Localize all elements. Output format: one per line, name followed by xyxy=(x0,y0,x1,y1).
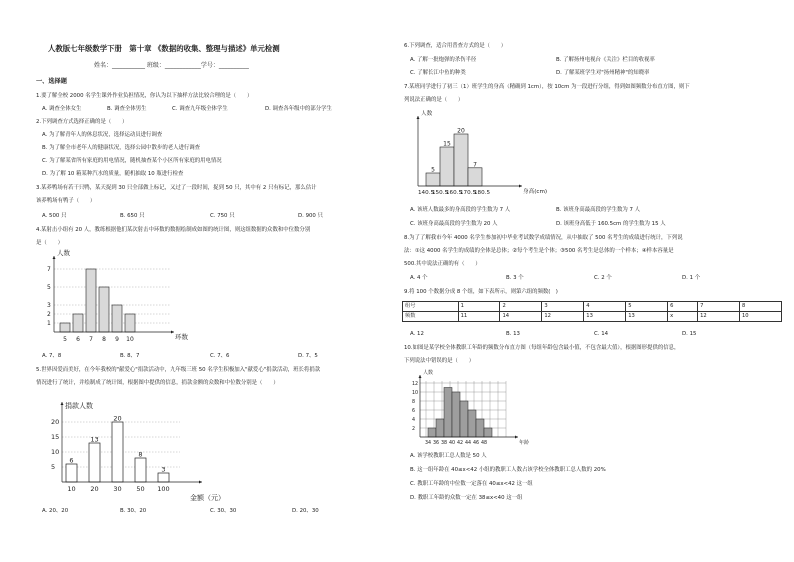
table-cell: 频数 xyxy=(403,312,459,322)
y-tick-label: 2 xyxy=(412,426,416,432)
y-tick-label: 2 xyxy=(47,311,51,318)
y-axis-label: 人数 xyxy=(57,249,70,257)
q4-option-c: C. 7、6 xyxy=(210,353,230,359)
q3-option-c: C. 750 只 xyxy=(210,213,235,219)
q1-option-c: C. 调查九年级全体学生 xyxy=(172,106,228,112)
x-tick-label: 44 xyxy=(464,441,472,446)
bar xyxy=(460,401,468,437)
y-axis-arrow xyxy=(53,256,56,259)
q2-option-d: D. 为了解 10 箱某种汽水的质量，随机抽取 10 瓶进行检查 xyxy=(42,171,184,177)
x-tick-label: 36 xyxy=(432,441,440,446)
y-tick-label: 7 xyxy=(47,266,51,273)
q7-option-c: C. 该班身高最高段的学生数为 20 人 xyxy=(410,221,498,227)
y-tick-label: 15 xyxy=(51,433,60,441)
q9-frequency-table xyxy=(402,301,782,322)
data-label: 8 xyxy=(138,450,143,459)
y-tick-label: 5 xyxy=(51,463,56,471)
x-tick-label: 38 xyxy=(440,441,448,446)
y-tick-label: 12 xyxy=(412,381,419,387)
table-cell: 12 xyxy=(542,312,584,322)
x-tick-label: 50 xyxy=(136,485,145,493)
x-tick-label: 100 xyxy=(157,485,170,493)
x-tick-label: 10 xyxy=(126,336,134,343)
q3-option-a: A. 500 只 xyxy=(42,213,67,219)
bar xyxy=(66,464,77,482)
q2-option-c: C. 为了解某省所有家庭的用电情况，随机抽查某个小区所有家庭的用电情况 xyxy=(42,158,222,164)
table-cell: 3 xyxy=(542,302,584,312)
q8-stem: 8.为了了解我市今年 4000 名学生参加初中毕业考试数学成绩情况，从中抽取了 500 名考生的成绩进行统计，下列说 xyxy=(404,235,683,241)
y-axis-label: 人数 xyxy=(423,370,434,376)
q6-option-d: D. 了解某班学生对"扬州精神"的知晓率 xyxy=(556,70,650,76)
x-tick-label: 140.5 xyxy=(417,190,435,196)
y-tick-label: 6 xyxy=(412,408,416,414)
x-tick-label: 20 xyxy=(90,485,99,493)
y-tick-label: 1 xyxy=(47,320,51,327)
q4-stem: 4.某射击小组有 20 人，教练根据他们某次射击中环数的数据绘制成如图的统计图，则这组数据的众数和中位数分别 xyxy=(36,227,311,233)
bar xyxy=(112,422,123,482)
x-tick-label: 5 xyxy=(63,336,67,343)
x-tick-label: 34 xyxy=(424,441,432,446)
x-tick-label: 48 xyxy=(480,441,488,446)
q4-option-d: D. 7、5 xyxy=(298,353,318,359)
data-label: 3 xyxy=(161,465,166,474)
q3-option-b: B. 650 只 xyxy=(120,213,145,219)
q10-stem: 10.如图是某学校全体教职工年龄的频数分布直方图（每组年龄包含最小值，不包含最大值），根据图形提供的信息， xyxy=(404,345,680,351)
q2-option-b: B. 为了解全市老年人的健康状况，选择公园中散步的老人进行调查 xyxy=(42,145,201,151)
q4-option-b: B. 8、7 xyxy=(120,353,140,359)
x-axis-arrow xyxy=(171,331,174,334)
q10-option-a: A. 该学校教职工总人数是 50 人 xyxy=(410,453,487,459)
x-axis-label: 环数 xyxy=(175,333,188,341)
data-label: 20 xyxy=(457,127,465,135)
data-label: 13 xyxy=(90,435,99,444)
q7-option-d: D. 该班身高低于 160.5cm 的学生数为 15 人 xyxy=(556,221,666,227)
q3-stem-cont: 该养鸭场有鸭子（ ） xyxy=(36,198,96,204)
table-cell: x xyxy=(668,312,698,322)
q9-option-c: C. 14 xyxy=(594,331,609,337)
x-tick-label: 42 xyxy=(456,441,464,446)
q3-option-d: D. 900 只 xyxy=(298,213,323,219)
q5-option-d: D. 20、30 xyxy=(292,508,319,514)
data-label: 7 xyxy=(473,161,477,169)
student-info: 姓名：___________ 班级：____________学号：__________ xyxy=(94,62,249,69)
bar xyxy=(73,314,83,332)
table-cell: 13 xyxy=(584,312,626,322)
q3-stem: 3.某养鸭场有若干只鸭，某天捉到 30 只全部做上标记，又过了一段时间，捉到 50 只，其中有 2 只有标记，那么估计 xyxy=(36,185,317,191)
q9-option-b: B. 13 xyxy=(506,331,520,337)
y-axis-label: 捐款人数 xyxy=(65,402,93,410)
table-cell: 10 xyxy=(740,312,782,322)
bar xyxy=(476,419,484,437)
bar xyxy=(452,392,460,437)
bar xyxy=(99,287,109,332)
x-tick-label: 160.5 xyxy=(445,190,463,196)
q1-stem: 1.要了解全校 2000 名学生课外作业负担情况，你认为以下抽样方法比较合理的是（ ） xyxy=(36,93,253,99)
q5-option-a: A. 20、20 xyxy=(42,508,69,514)
bar xyxy=(468,410,476,437)
q6-stem: 6.下列调查，适合用普查方式的是（ ） xyxy=(404,43,507,49)
bar xyxy=(112,305,122,332)
y-tick-label: 8 xyxy=(412,399,416,405)
x-axis-label: 年龄 xyxy=(519,440,530,446)
y-tick-label: 10 xyxy=(51,448,60,456)
shooting-score-chart xyxy=(40,249,190,346)
table-cell: 13 xyxy=(626,312,668,322)
bar xyxy=(135,458,146,482)
q7-stem-cont: 列说法正确的是（ ） xyxy=(404,97,464,103)
q1-option-d: D. 调查各年级中的部分学生 xyxy=(265,106,332,112)
bar xyxy=(484,428,492,437)
bar xyxy=(86,269,96,332)
bar xyxy=(428,428,436,437)
table-cell: 4 xyxy=(584,302,626,312)
y-tick-label: 20 xyxy=(51,418,60,426)
y-tick-label: 5 xyxy=(47,284,51,291)
bar xyxy=(89,443,100,482)
bar xyxy=(444,388,452,438)
q1-option-b: B. 调查全体男生 xyxy=(107,106,147,112)
x-axis-arrow xyxy=(199,481,202,484)
y-axis-arrow xyxy=(417,116,420,119)
section-heading: 一、选择题 xyxy=(36,78,67,85)
table-cell: 11 xyxy=(458,312,500,322)
x-tick-label: 150.5 xyxy=(431,190,449,196)
table-row xyxy=(403,302,782,312)
height-histogram xyxy=(400,110,548,202)
x-tick-label: 7 xyxy=(89,336,93,343)
q10-option-c: C. 教职工年龄的中位数一定落在 40≤x<42 这一组 xyxy=(410,481,533,487)
q8-option-b: B. 3 个 xyxy=(506,275,524,281)
q7-option-a: A. 该班人数最多的身高段的学生数为 7 人 xyxy=(410,207,511,213)
bar xyxy=(125,314,135,332)
age-histogram xyxy=(402,369,534,451)
q2-stem: 2.下列调查方式选择正确的是（ ） xyxy=(36,119,128,125)
y-tick-label: 4 xyxy=(412,417,416,423)
x-axis-label: 金额（元） xyxy=(190,494,225,502)
q10-stem-cont: 下列说法中错误的是（ ） xyxy=(404,358,475,364)
y-tick-label: 3 xyxy=(47,302,51,309)
bar xyxy=(426,173,440,186)
data-label: 5 xyxy=(431,166,435,174)
q7-option-b: B. 该班身高最高段的学生数为 7 人 xyxy=(556,207,641,213)
q8-option-a: A. 4 个 xyxy=(410,275,428,281)
q10-option-b: B. 这一组年龄在 40≤x<42 小组的教职工人数占该学校全体教职工总人数的 20% xyxy=(410,467,606,473)
x-tick-label: 170.5 xyxy=(459,190,477,196)
table-cell: 2 xyxy=(500,302,542,312)
q5-option-c: C. 30、30 xyxy=(210,508,237,514)
q9-stem: 9.将 100 个数据分成 8 个组，如下表所示，则第六组的频数( ) xyxy=(404,289,558,295)
table-cell: 7 xyxy=(698,302,740,312)
q8-stem-cont2: 500.其中说法正确的有（ ） xyxy=(404,261,481,267)
y-axis-label: 人数 xyxy=(421,111,433,117)
q5-stem: 5.世界因爱而美好，在今年我校的"献爱心"捐款活动中，九年级三班 50 名学生积极加入"献爱心"捐款活动，班长将捐款 xyxy=(36,367,321,373)
y-tick-label: 10 xyxy=(412,390,419,396)
bar xyxy=(468,168,482,186)
bar xyxy=(158,473,169,482)
table-cell: 8 xyxy=(740,302,782,312)
q10-option-d: D. 教职工年龄的众数一定在 38≤x<40 这一组 xyxy=(410,495,523,501)
data-label: 20 xyxy=(113,414,122,423)
y-axis-arrow xyxy=(61,402,64,405)
table-cell: 组号 xyxy=(403,302,459,312)
table-cell: 5 xyxy=(626,302,668,312)
data-label: 6 xyxy=(69,456,74,465)
q2-option-a: A. 为了解青年人的休息状况，选择运动员进行调查 xyxy=(42,132,163,138)
x-tick-label: 46 xyxy=(472,441,480,446)
q4-option-a: A. 7、8 xyxy=(42,353,62,359)
page-title: 人教版七年级数学下册 第十章 《数据的收集、整理与描述》单元检测 xyxy=(48,44,280,53)
q8-option-d: D. 1 个 xyxy=(682,275,701,281)
q6-option-b: B. 了解扬州电视台《关注》栏目的收视率 xyxy=(556,57,655,63)
bar xyxy=(440,147,454,186)
table-cell: 12 xyxy=(698,312,740,322)
q5-option-b: B. 30、20 xyxy=(120,508,147,514)
q8-option-c: C. 2 个 xyxy=(594,275,612,281)
table-cell: 6 xyxy=(668,302,698,312)
x-axis-arrow xyxy=(519,185,522,188)
donation-chart xyxy=(36,396,236,504)
q9-option-d: D. 15 xyxy=(682,331,697,337)
x-tick-label: 30 xyxy=(113,485,122,493)
q1-option-a: A. 调查全体女生 xyxy=(42,106,82,112)
table-row xyxy=(403,312,782,322)
q7-stem: 7.某班同学进行了初三（1）班学生的身高（精确到 1cm），按 10cm 为一段进行分组，得到如图频数分布直方图，则下 xyxy=(404,84,690,90)
q9-option-a: A. 12 xyxy=(410,331,424,337)
q5-stem-cont: 情况进行了统计，并绘制成了统计图，根据图中提供的信息，捐款金额的众数和中位数分别是（ ） xyxy=(36,380,279,386)
bar xyxy=(60,323,70,332)
data-label: 15 xyxy=(443,140,451,148)
x-tick-label: 8 xyxy=(102,336,106,343)
q4-stem-cont: 是（ ） xyxy=(36,240,63,246)
y-axis-arrow xyxy=(419,375,422,378)
x-tick-label: 9 xyxy=(115,336,119,343)
q6-option-a: A. 了解一批炮弹的杀伤半径 xyxy=(410,57,477,63)
bar xyxy=(436,419,444,437)
x-tick-label: 40 xyxy=(448,441,456,446)
table-cell: 14 xyxy=(500,312,542,322)
bar xyxy=(454,134,468,186)
x-tick-label: 180.5 xyxy=(473,190,491,196)
x-tick-label: 10 xyxy=(67,485,76,493)
x-tick-label: 6 xyxy=(76,336,80,343)
q8-stem-cont1: 法：①这 4000 名学生的成绩的全体是总体；②每个考生是个体；③500 名考生是总体的一个样本；④样本容量是 xyxy=(404,248,674,254)
x-axis-arrow xyxy=(515,436,518,439)
table-cell: 1 xyxy=(458,302,500,312)
q6-option-c: C. 了解长江中鱼的种类 xyxy=(410,70,466,76)
x-axis-label: 身高(cm) xyxy=(523,189,548,195)
